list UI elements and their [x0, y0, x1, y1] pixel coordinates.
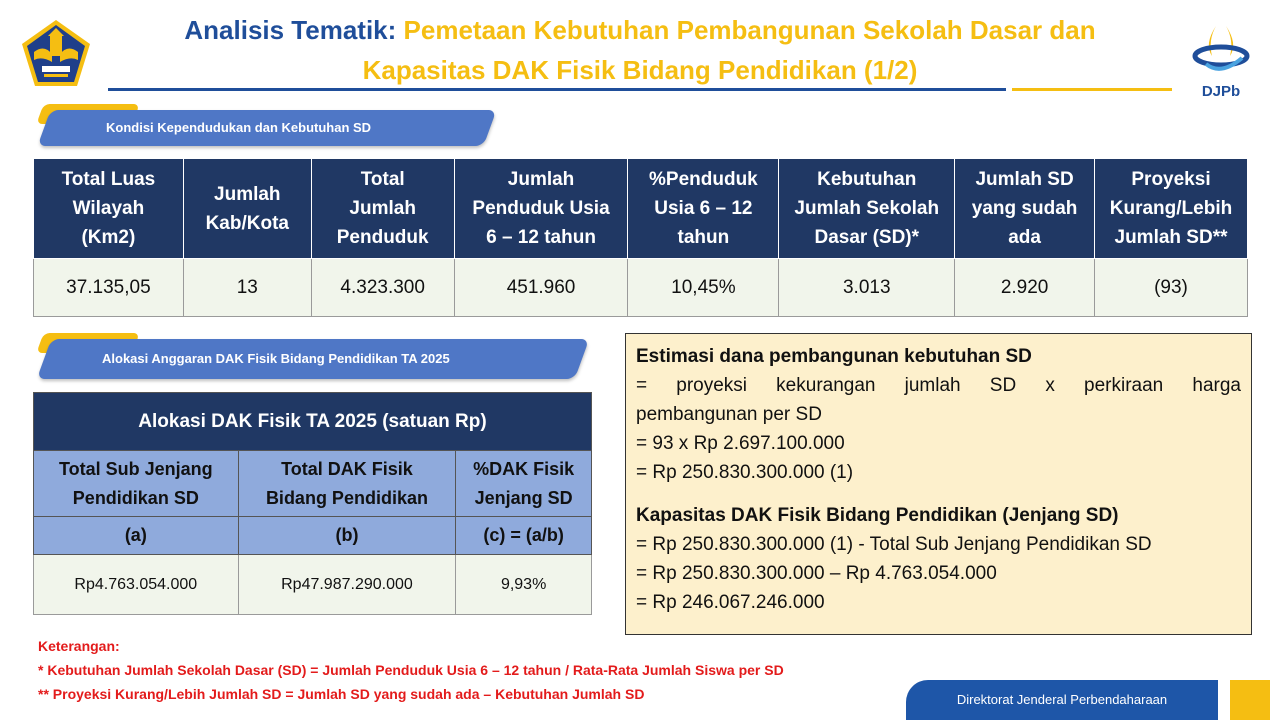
title-underline-blue [108, 88, 1006, 91]
section-label-allocation [36, 333, 586, 381]
header-sd-need: Kebutuhan Jumlah Sekolah Dasar (SD)* [779, 159, 955, 259]
estimation-box [625, 333, 1252, 635]
notes-title: Keterangan: [38, 638, 120, 654]
subheader-b: (b) [238, 517, 456, 555]
subheader-c: (c) = (a/b) [456, 517, 592, 555]
title-prefix: Analisis Tematik: [184, 15, 397, 45]
estimation-line: = 93 x Rp 2.697.100.000 [636, 433, 845, 454]
header-dak-percent: %DAK Fisik Jenjang SD [456, 451, 592, 517]
djpb-logo [1186, 22, 1256, 98]
cell-total-population: 4.323.300 [311, 259, 454, 317]
cell-sd-need: 3.013 [779, 259, 955, 317]
cell-school-age-population: 451.960 [454, 259, 628, 317]
header-total-population: Total Jumlah Penduduk [311, 159, 454, 259]
table-caption-row [34, 393, 592, 451]
table-header-row [34, 159, 1248, 259]
estimation-line: = Rp 250.830.300.000 (1) [636, 462, 854, 483]
notes [38, 634, 784, 706]
header-total-area: Total Luas Wilayah (Km2) [34, 159, 184, 259]
allocation-table [33, 392, 592, 615]
cell-regency-count: 13 [183, 259, 311, 317]
cell-school-age-percent: 10,45% [628, 259, 779, 317]
header-sd-projection: Proyeksi Kurang/Lebih Jumlah SD** [1095, 159, 1248, 259]
header-total-dak: Total DAK Fisik Bidang Pendidikan [238, 451, 456, 517]
subheader-a: (a) [34, 517, 239, 555]
table-header-row [34, 451, 592, 517]
note-line: * Kebutuhan Jumlah Sekolah Dasar (SD) = Jumlah Penduduk Usia 6 – 12 tahun / Rata-Rata Jumlah Siswa per SD [38, 662, 784, 678]
cell-existing-sd: 2.920 [955, 259, 1095, 317]
capacity-title: Kapasitas DAK Fisik Bidang Pendidikan (Jenjang SD) [636, 505, 1119, 526]
cell-total-area: 37.135,05 [34, 259, 184, 317]
allocation-table-caption: Alokasi DAK Fisik TA 2025 (satuan Rp) [34, 393, 592, 451]
estimation-line: = proyeksi kekurangan jumlah SD x perkiraan harga [636, 375, 1241, 396]
section-label-text: Kondisi Kependudukan dan Kebutuhan SD [106, 120, 372, 135]
capacity-line: = Rp 250.830.300.000 (1) - Total Sub Jenjang Pendidikan SD [636, 534, 1152, 555]
capacity-line: = Rp 250.830.300.000 – Rp 4.763.054.000 [636, 563, 997, 584]
cell-total-dak: Rp47.987.290.000 [238, 555, 456, 615]
spacer [636, 487, 1241, 501]
note-line: ** Proyeksi Kurang/Lebih Jumlah SD = Jumlah SD yang sudah ada – Kebutuhan Jumlah SD [38, 686, 645, 702]
title-underline-yellow [1012, 88, 1172, 91]
header-sub-level-sd: Total Sub Jenjang Pendidikan SD [34, 451, 239, 517]
title-main: Pemetaan Kebutuhan Pembangunan Sekolah Dasar dan [403, 15, 1096, 45]
header-school-age-percent: %Penduduk Usia 6 – 12 tahun [628, 159, 779, 259]
footer-accent [1230, 680, 1270, 720]
page-title [110, 10, 1170, 90]
header-existing-sd: Jumlah SD yang sudah ada [955, 159, 1095, 259]
kemenkeu-emblem-icon [20, 18, 92, 90]
cell-sub-level-sd: Rp4.763.054.000 [34, 555, 239, 615]
section-label-population [36, 104, 496, 148]
table-row [34, 555, 592, 615]
estimation-title: Estimasi dana pembangunan kebutuhan SD [636, 346, 1032, 367]
footer-bar [906, 680, 1218, 720]
title-line2: Kapasitas DAK Fisik Bidang Pendidikan (1/2) [362, 55, 918, 85]
footer-text: Direktorat Jenderal Perbendaharaan [956, 692, 1168, 707]
cell-sd-projection: (93) [1095, 259, 1248, 317]
estimation-line: pembangunan per SD [636, 404, 822, 425]
djpb-logo-text: DJPb [1201, 83, 1241, 100]
section-label-text: Alokasi Anggaran DAK Fisik Bidang Pendidikan TA 2025 [102, 351, 450, 366]
population-table [33, 158, 1248, 317]
header-school-age-population: Jumlah Penduduk Usia 6 – 12 tahun [454, 159, 628, 259]
cell-dak-percent: 9,93% [456, 555, 592, 615]
capacity-line: = Rp 246.067.246.000 [636, 592, 825, 613]
header-regency-count: Jumlah Kab/Kota [183, 159, 311, 259]
djpb-logo-icon [1186, 22, 1256, 78]
table-subheader-row [34, 517, 592, 555]
table-row [34, 259, 1248, 317]
